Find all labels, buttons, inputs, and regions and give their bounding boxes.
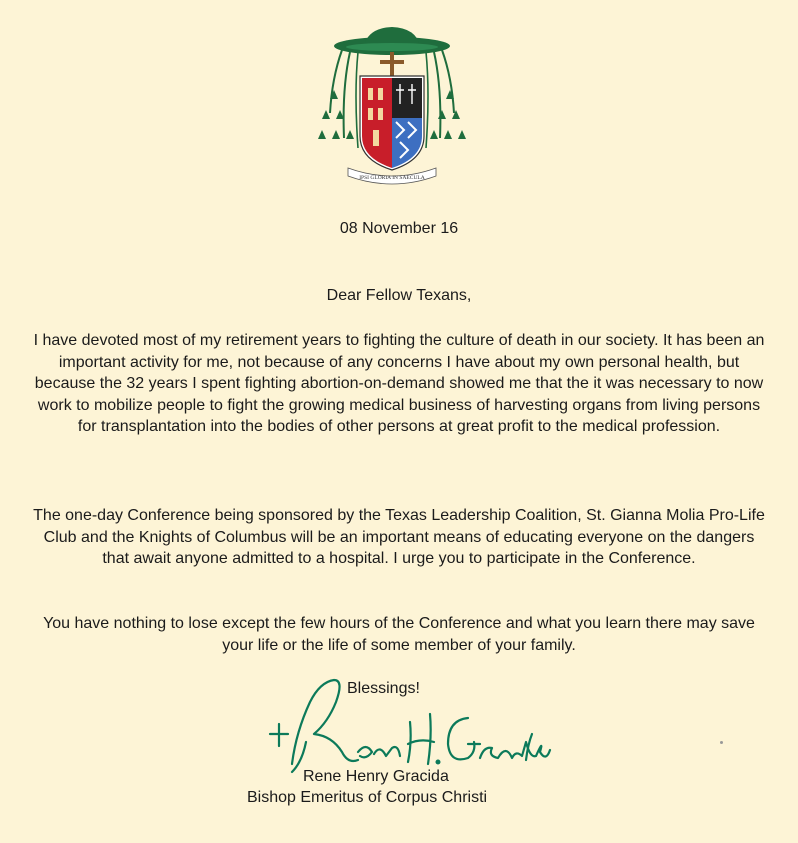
paragraph-2: The one-day Conference being sponsored by the Texas Leadership Coalition, St. Gianna Molia Pro-Life Club and the Knights of Columbus will be an important means of educating everyone on the dangers that await anyone admitted to a hospital. I urge you to participate in the Conference. bbox=[33, 507, 765, 567]
coat-of-arms-icon bbox=[312, 18, 472, 193]
paragraph-1: I have devoted most of my retirement years to fighting the culture of death in our society. It has been an important activity for me, not because of any concerns I have about my own personal health, but because the 32 years I spent fighting abortion-on-demand showed me that the it was necessary to now work to mobilize people to fight the growing medical business of harvesting organs from living persons for transplantation into the bodies of other persons at great profit to the medical profession. bbox=[33, 332, 765, 435]
signer-title: Bishop Emeritus of Corpus Christi bbox=[247, 789, 488, 806]
salutation: Dear Fellow Texans, bbox=[326, 287, 472, 304]
signer-name: Rene Henry Gracida bbox=[303, 768, 449, 785]
closing: Blessings! bbox=[347, 680, 420, 697]
letter-date: 08 November 16 bbox=[339, 220, 459, 237]
motto-text: IPSI GLORIA IN SAECULA bbox=[359, 175, 425, 181]
paper-speck bbox=[720, 741, 723, 744]
paragraph-3: You have nothing to lose except the few hours of the Conference and what you learn there may save your life or the life of some member of your family. bbox=[43, 615, 755, 654]
